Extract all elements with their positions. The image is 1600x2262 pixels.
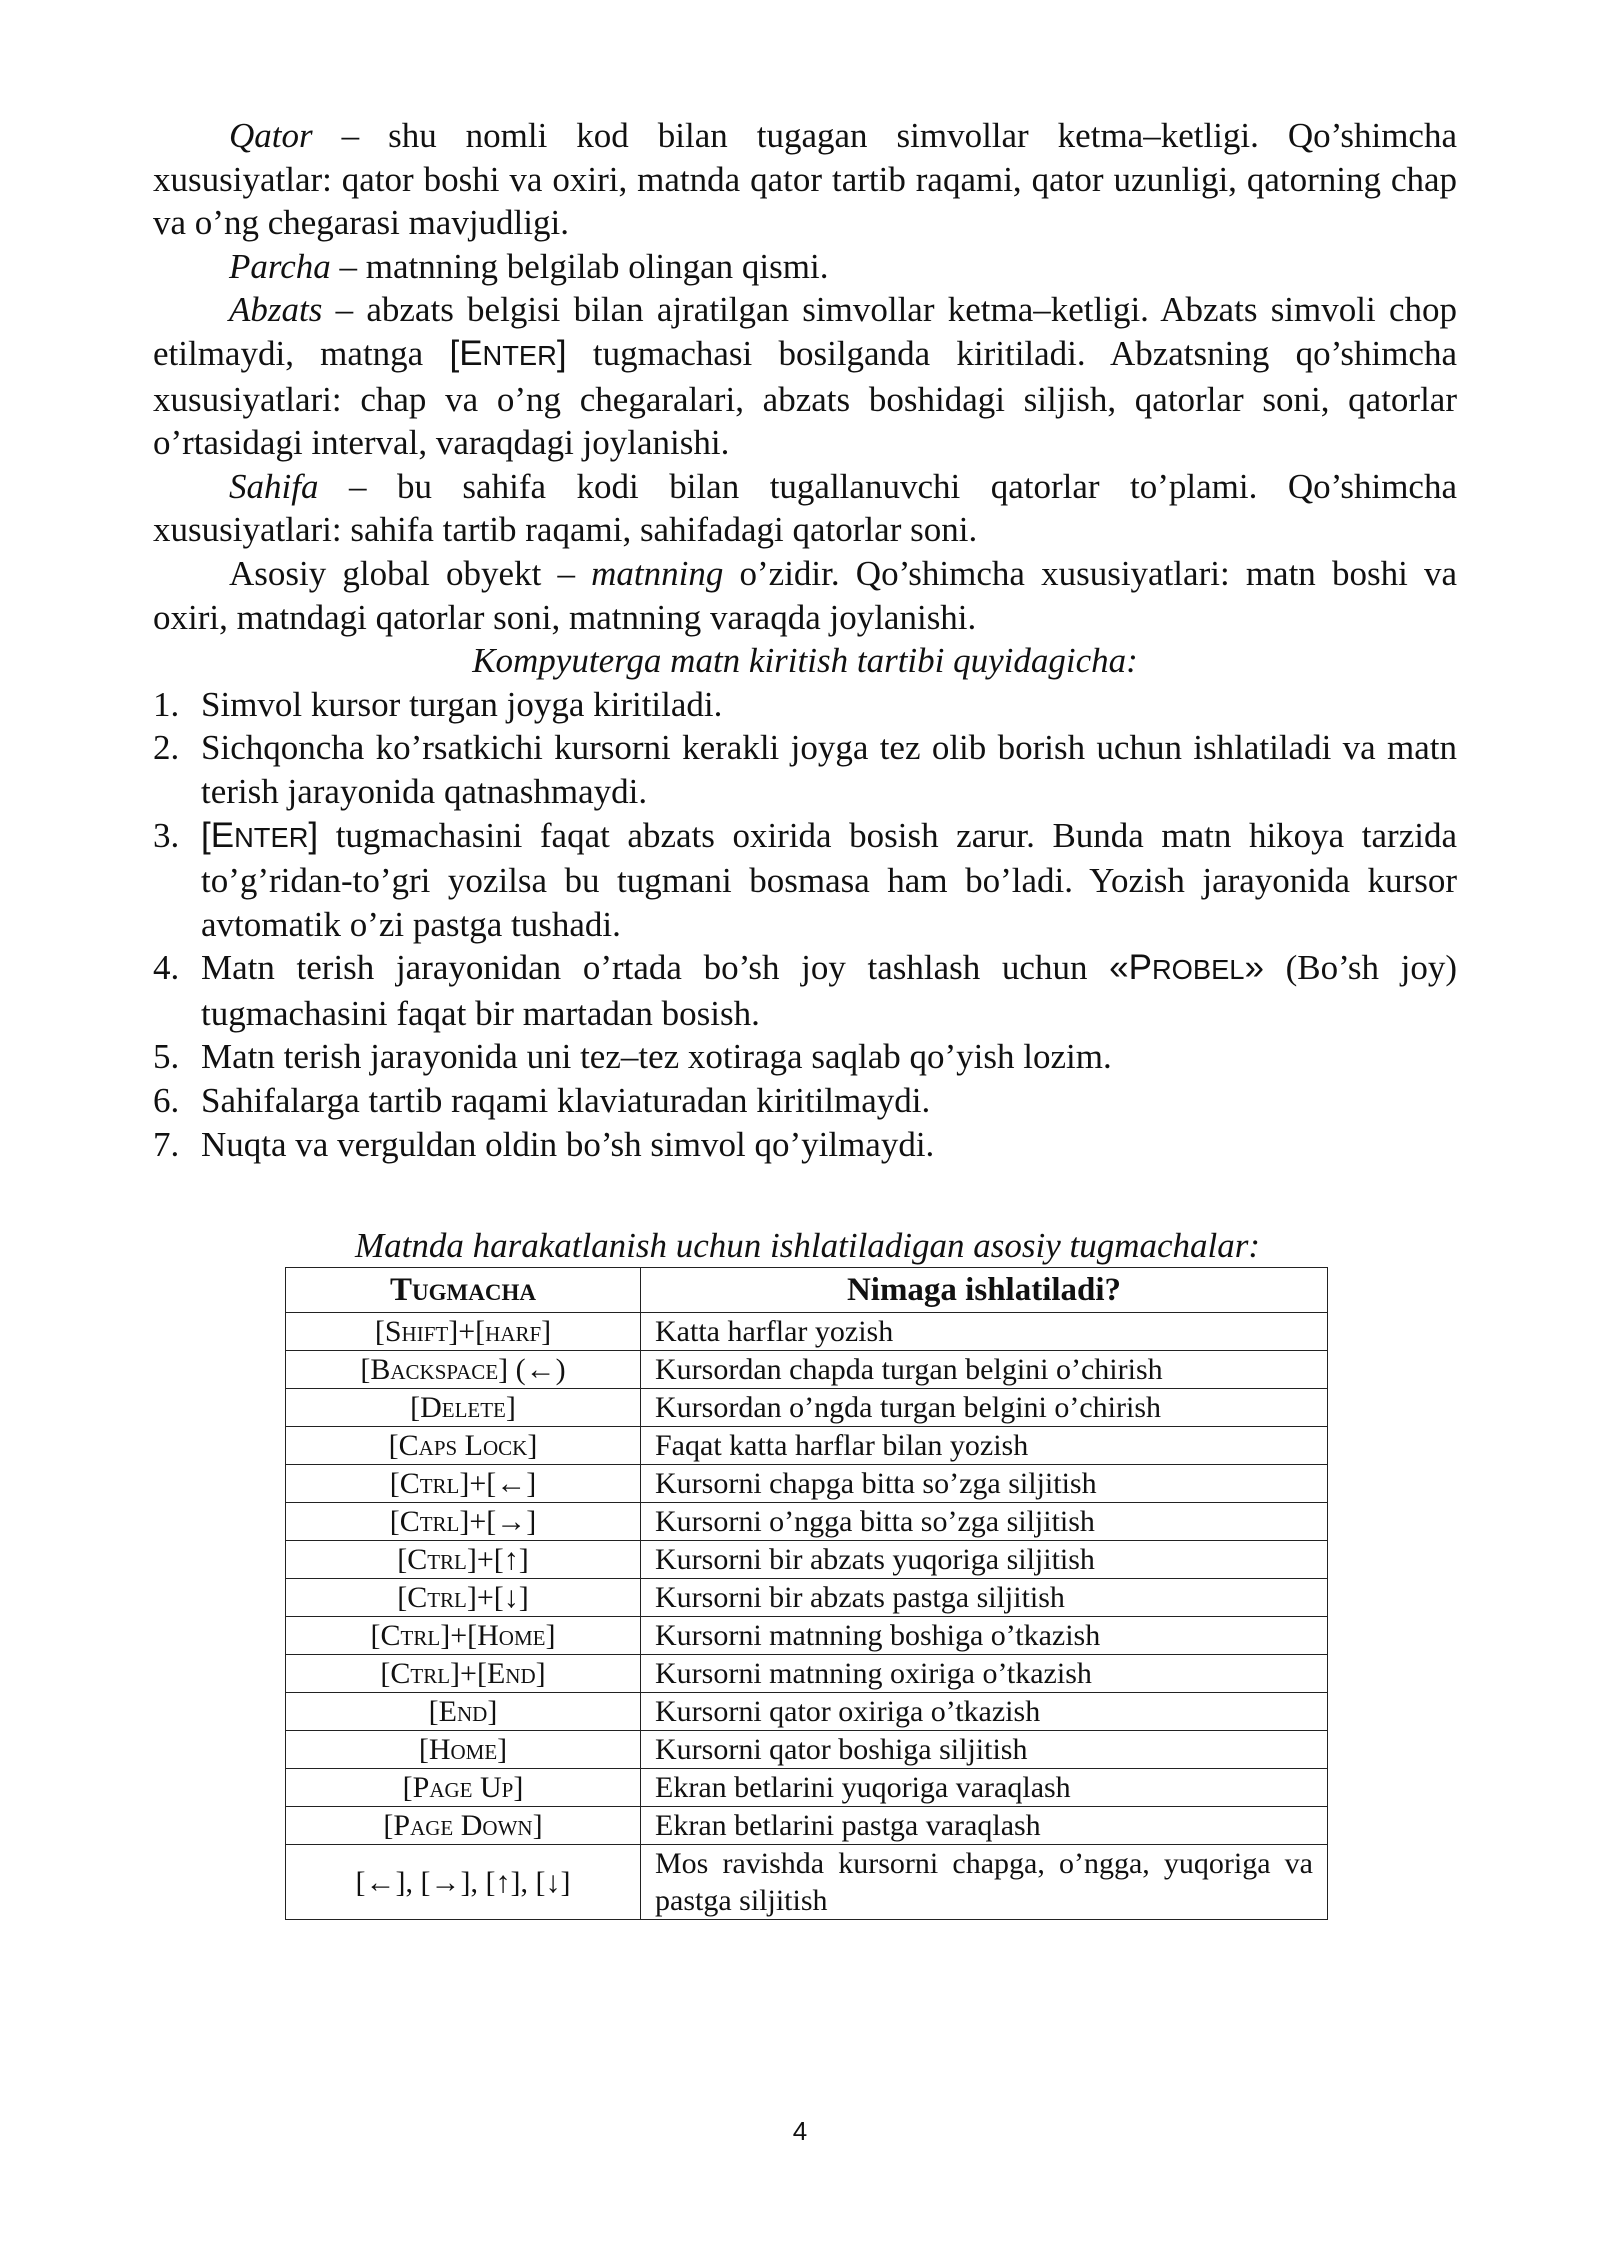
term-abzats: Abzats [229, 290, 323, 330]
table-row [286, 1503, 1328, 1541]
paragraph-abzats-text: – abzats belgisi bilan ajratilgan simvollar ketma–ketligi. Abzats simvoli chop etilmaydi, matnga [153, 290, 1457, 373]
shortcut-table [285, 1267, 1328, 1920]
description-cell: Ekran betlarini pastga varaqlash [641, 1807, 1328, 1845]
paragraph-abzats [153, 288, 1457, 464]
term-sahifa: Sahifa [229, 466, 319, 506]
enter-key-label: [ENTER] [201, 815, 319, 855]
key-cell: [Page Down] [286, 1807, 641, 1845]
description-cell: Kursorni o’ngga bitta so’zga siljitish [641, 1503, 1328, 1541]
description-cell: Mos ravishda kursorni chapga, o’ngga, yuqoriga va pastga siljitish [641, 1845, 1328, 1920]
table-row [286, 1769, 1328, 1807]
paragraph-sahifa-text: – bu sahifa kodi bilan tugallanuvchi qatorlar to’plami. Qo’shimcha xususiyatlari: sahifa tartib raqami, sahifadagi qatorlar soni. [153, 466, 1457, 550]
table-row [286, 1617, 1328, 1655]
key-cell: [Shift]+[harf] [286, 1313, 641, 1351]
paragraph-global-object: Asosiy global obyekt – matnning o’zidir. Qo’shimcha xususiyatlari: matn boshi va oxiri, matndagi qatorlar soni, matnning varaqda joylanishi. [153, 553, 1458, 637]
table-row [286, 1807, 1328, 1845]
steps-list [153, 683, 1457, 1167]
key-cell: [Ctrl]+[↑] [286, 1541, 641, 1579]
table-row [286, 1579, 1328, 1617]
key-cell: [Ctrl]+[→] [286, 1503, 641, 1541]
description-cell: Katta harflar yozish [641, 1313, 1328, 1351]
table-header-row [286, 1268, 1328, 1313]
description-cell: Kursorni qator boshiga siljitish [641, 1731, 1328, 1769]
table-row [286, 1389, 1328, 1427]
key-cell: [Home] [286, 1731, 641, 1769]
table-row [286, 1655, 1328, 1693]
key-cell: [Ctrl]+[End] [286, 1655, 641, 1693]
key-cell: [Delete] [286, 1389, 641, 1427]
key-cell: [Backspace] (←) [286, 1351, 641, 1389]
key-cell: [End] [286, 1693, 641, 1731]
key-cell: [Page Up] [286, 1769, 641, 1807]
body-text [153, 114, 1457, 1166]
table-row [286, 1465, 1328, 1503]
table-row [286, 1541, 1328, 1579]
term-matnning: matnning [591, 553, 724, 593]
paragraph-qator [153, 114, 1457, 245]
key-cell: [Ctrl]+[Home] [286, 1617, 641, 1655]
description-cell: Kursorni chapga bitta so’zga siljitish [641, 1465, 1328, 1503]
description-cell: Kursorni matnning boshiga o’tkazish [641, 1617, 1328, 1655]
table-row [286, 1731, 1328, 1769]
table-row [286, 1693, 1328, 1731]
list-item: 7. Nuqta va verguldan oldin bo’sh simvol qo’yilmaydi. [153, 1124, 935, 1164]
description-cell: Kursordan chapda turgan belgini o’chirish [641, 1351, 1328, 1389]
table-row [286, 1845, 1328, 1920]
term-qator: Qator [229, 116, 313, 155]
header-purpose: Nimaga ishlatiladi? [641, 1268, 1328, 1313]
term-parcha: Parcha [229, 246, 331, 286]
paragraph-sahifa [153, 465, 1457, 552]
paragraph-parcha-text: – matnning belgilab olingan qismi. [330, 246, 829, 286]
description-cell: Kursorni matnning oxiriga o’tkazish [641, 1655, 1328, 1693]
list-item: 1. Simvol kursor turgan joyga kiritiladi. [153, 684, 723, 724]
key-cell: [Ctrl]+[↓] [286, 1579, 641, 1617]
description-cell: Ekran betlarini yuqoriga varaqlash [641, 1769, 1328, 1807]
description-cell: Kursorni qator oxiriga o’tkazish [641, 1693, 1328, 1731]
key-cell: [←], [→], [↑], [↓] [286, 1845, 641, 1920]
probel-key-label: «PROBEL» [1109, 948, 1264, 988]
description-cell: Kursordan o’ngda turgan belgini o’chirish [641, 1389, 1328, 1427]
description-cell: Kursorni bir abzats yuqoriga siljitish [641, 1541, 1328, 1579]
list-item: 4. Matn terish jarayonidan o’rtada bo’sh joy tashlash uchun «PROBEL» (Bo’sh joy) tugmachasini faqat bir martadan bosish. [153, 948, 1457, 1033]
header-key: Tugmacha [286, 1268, 641, 1313]
paragraph-qator-text: – shu nomli kod bilan tugagan simvollar ketma–ketligi. Qo’shimcha xususiyatlar: qator boshi va oxiri, matnda qator tartib raqami, qator uzunligi, qatorning chap va o’ng chegarasi mavjudligi. [153, 116, 1457, 243]
key-cell: [Caps Lock] [286, 1427, 641, 1465]
enter-key-label: [ENTER] [449, 333, 567, 373]
list-item: 5. Matn terish jarayonida uni tez–tez xotiraga saqlab qo’yish lozim. [153, 1037, 1112, 1077]
table-row [286, 1427, 1328, 1465]
table-caption: Matnda harakatlanish uchun ishlatiladigan asosiy tugmachalar: [354, 1226, 1261, 1265]
paragraph-parcha [153, 245, 1457, 289]
list-item: 3. [ENTER] tugmachasini faqat abzats oxirida bosish zarur. Bunda matn hikoya tarzida to’g’ridan-to’gri yozilsa bu tugmani bosmasa ham bo’ladi. Yozish jarayonida kursor avtomatik o’zi pastga tushadi. [153, 815, 1457, 944]
key-cell: [Ctrl]+[←] [286, 1465, 641, 1503]
table-row [286, 1351, 1328, 1389]
table-row [286, 1313, 1328, 1351]
list-item: 6. Sahifalarga tartib raqami klaviaturadan kiritilmaydi. [153, 1081, 931, 1121]
page-number: 4 [792, 2116, 808, 2146]
description-cell: Faqat katta harflar bilan yozish [641, 1427, 1328, 1465]
list-heading: Kompyuterga matn kiritish tartibi quyidagicha: [472, 641, 1138, 681]
list-item: 2. Sichqoncha ko’rsatkichi kursorni kerakli joyga tez olib borish uchun ishlatiladi va matn terish jarayonida qatnashmaydi. [153, 728, 1457, 811]
paragraph-abzats-text-end: tugmachasi bosilganda kiritiladi. Abzatsning qo’shimcha xususiyatlari: chap va o’ng chegaralari, abzats boshidagi siljish, qatorlar soni, qatorlar o’rtasidagi interval, varaqdagi joylanishi. [153, 333, 1457, 463]
description-cell: Kursorni bir abzats pastga siljitish [641, 1579, 1328, 1617]
